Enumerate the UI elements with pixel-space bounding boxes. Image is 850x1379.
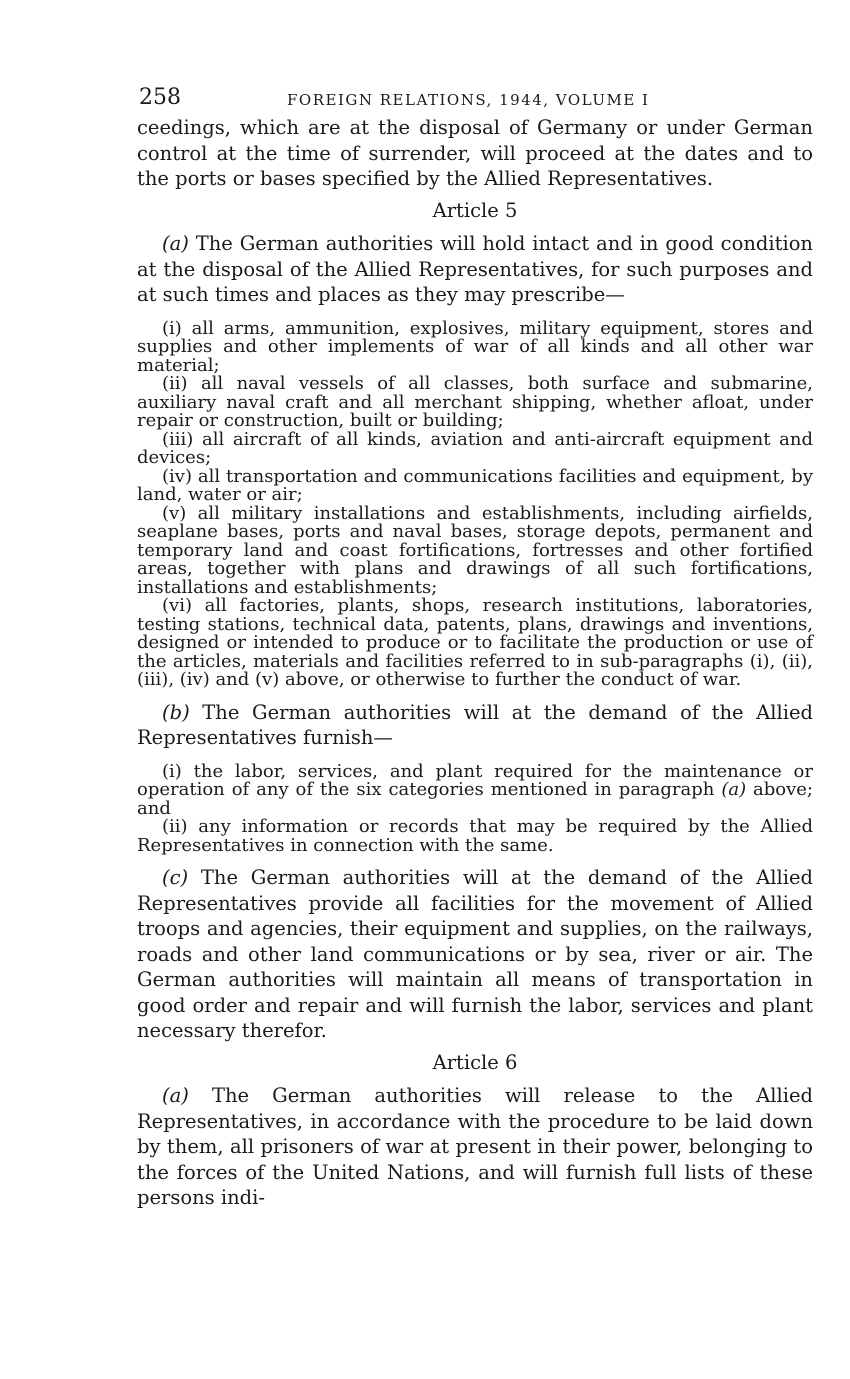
article-5-paragraph-c [137, 865, 813, 1044]
article-5-a-item-v: (v) all military installations and establishments, including airfields, seaplane bases, ports and naval bases, storage depots, permanent and temporary land and coast fortifications, fortresses and other fortified areas, together with plans and drawings of all such fortifications, installations and establishments; [137, 502, 813, 598]
article-5-a-item-iv: (iv) all transportation and communications facilities and equipment, by land, water or air; [137, 465, 813, 505]
article-5-a-item-ii: (ii) all naval vessels of all classes, both surface and submarine, auxiliary naval craft and all merchant shipping, whether afloat, under repair or construction, built or building; [137, 373, 813, 431]
document-page [137, 85, 813, 1211]
paragraph-marker: (a) [162, 1084, 189, 1107]
article-5-b-item-ii: (ii) any information or records that may be required by the Allied Representatives in connection with the same. [137, 816, 813, 856]
paragraph-marker: (c) [162, 866, 189, 889]
article-5-paragraph-b [137, 700, 813, 751]
article-6-paragraph-a [137, 1083, 813, 1211]
paragraph-marker: (a) [162, 232, 189, 255]
page-number: 258 [139, 85, 181, 110]
running-title: FOREIGN RELATIONS, 1944, VOLUME I [287, 91, 650, 109]
article-5-a-item-vi: (vi) all factories, plants, shops, research institutions, laboratories, testing stations, technical data, patents, plans, drawings and inventions, designed or intended to produce or to facilitate the production or use of the articles, materials and facilities referred to in sub-paragraphs (i), (ii), (iii), (iv) and (v) above, or otherwise to further the conduct of war. [137, 595, 813, 690]
article-5-paragraph-a [137, 231, 813, 308]
paragraph-text: The German authorities will at the demand of the Allied Representatives provide all facilities for the movement of Allied troops and agencies, their equipment and supplies, on the railways, roads and other land communications or by sea, river or air. The German authorities will maintain all means of transportation in good order and repair and will furnish the labor, services and plant necessary therefor. [137, 866, 813, 1042]
running-header [137, 85, 813, 115]
paragraph-text: The German authorities will at the demand of the Allied Representatives furnish— [137, 700, 813, 749]
opening-paragraph: ceedings, which are at the disposal of Germany or under German control at the time of surrender, will proceed at the dates and to the ports or bases specified by the Allied Representatives. [137, 116, 813, 190]
paragraph-text: The German authorities will release to the Allied Representatives, in accordance with the procedure to be laid down by them, all prisoners of war at present in their power, belonging to the forces of the United Nations, and will furnish full lists of these persons indi- [137, 1084, 813, 1209]
article-6-heading: Article 6 [432, 1050, 518, 1074]
paragraph-marker: (b) [162, 700, 190, 724]
article-5-b-item-i: (i) the labor, services, and plant required for the maintenance or operation of any of the six categories mentioned in paragraph (a) above; and [137, 760, 813, 819]
article-5-a-item-i: (i) all arms, ammunition, explosives, military equipment, stores and supplies and other implements of war of all kinds and all other war material; [137, 317, 813, 376]
article-5-heading: Article 5 [432, 198, 518, 222]
paragraph-text: The German authorities will hold intact and in good condition at the disposal of the Allied Representatives, for such purposes and at such times and places as they may prescribe— [137, 232, 813, 306]
article-5-a-item-iii: (iii) all aircraft of all kinds, aviation and anti-aircraft equipment and devices; [137, 428, 813, 468]
